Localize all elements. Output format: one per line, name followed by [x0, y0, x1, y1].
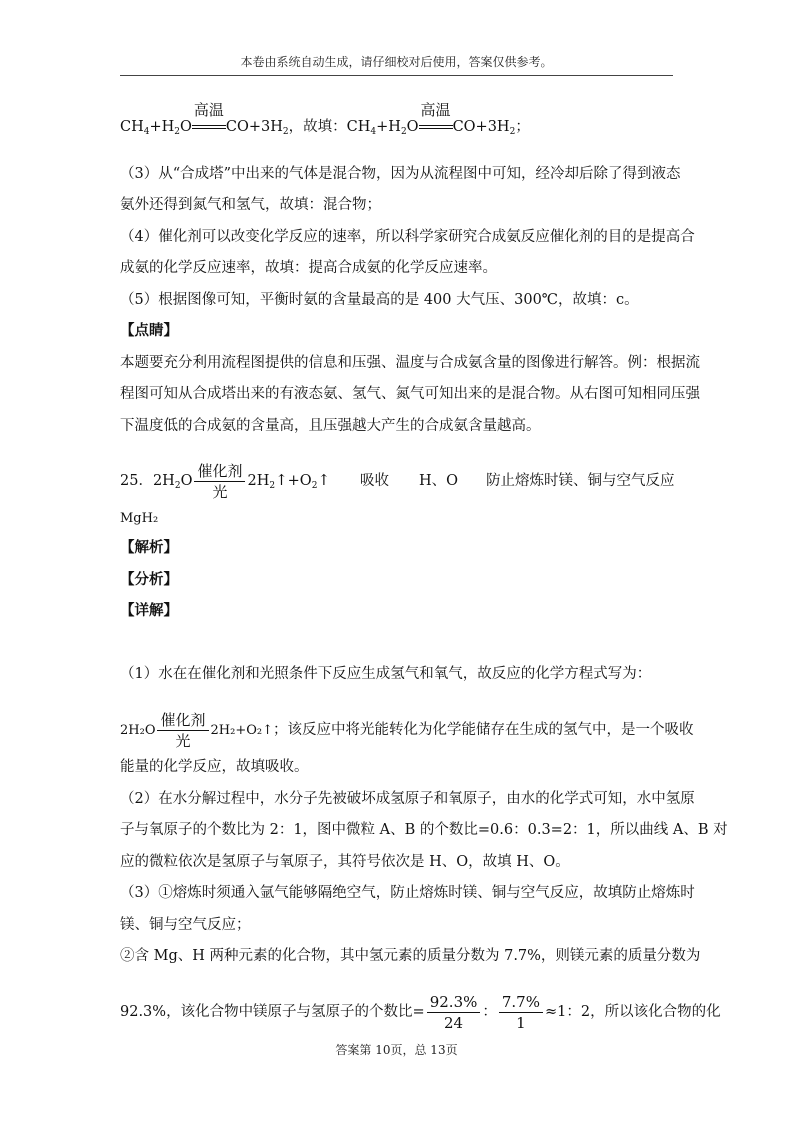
answer-5: MgH₂ — [120, 511, 159, 526]
detail-1-equation-line: 2H₂O $\frac{\text{催化剂}}{\text{光}}$ 2H₂+O₂↑；该反应中将光能转化为化学能储存在生成的氢气中，是一个吸收 — [120, 711, 694, 750]
xiangjie-heading: 【详解】 — [120, 602, 178, 619]
page-footer: 答案第 10页，总 13页 — [335, 1043, 458, 1057]
dianjing-line-3: 下温度低的合成氨的含量高，且压强越大产生的合成氨含量越高。 — [120, 418, 541, 434]
paragraph-4-line-2: 成氨的化学反应速率，故填：提高合成氨的化学反应速率。 — [120, 260, 497, 276]
answer-2: 吸收 — [360, 473, 390, 489]
dianjing-heading: 【点睛】 — [120, 322, 178, 339]
dianjing-line-1: 本题要充分利用流程图提供的信息和压强、温度与合成氨含量的图像进行解答。例：根据流 — [120, 355, 700, 371]
paragraph-3-line-1: （3）从“合成塔”中出来的气体是混合物，因为从流程图中可知，经冷却后除了得到液态 — [120, 166, 681, 182]
question-25-answer: 25．$2H_2O$ $\frac{\text{催化剂}}{\text{光}}$ $2H_2↑+O_2↑$ 吸收 H、O 防止熔炼时镁、铜与空气反应 — [120, 462, 675, 501]
reaction-condition: $\frac{\text{催化剂}}{\text{光}}$ — [157, 710, 208, 751]
jiexi-heading: 【解析】 — [120, 539, 178, 556]
detail-1-line-1: （1）水在在催化剂和光照条件下反应生成氢气和氧气，故反应的化学方程式写为： — [120, 666, 652, 682]
page-header: 本卷由系统自动生成，请仔细校对后使用，答案仅供参考。 — [120, 53, 673, 76]
detail-3-line-1: （3）①熔炼时须通入氩气能够隔绝空气，防止熔炼时镁、铜与空气反应，故填防止熔炼时 — [120, 885, 695, 901]
paragraph-3-line-2: 氨外还得到氮气和氢气，故填：混合物； — [120, 197, 381, 213]
detail-3-line-2: 镁、铜与空气反应； — [120, 917, 251, 933]
detail-2-line-3: 应的微粒依次是氢原子与氧原子，其符号依次是 H、O，故填 H、O。 — [120, 854, 570, 870]
paragraph-4-line-1: （4）催化剂可以改变化学反应的速率，所以科学家研究合成氨反应催化剂的目的是提高合 — [120, 229, 695, 245]
detail-2-line-1: （2）在水分解过程中，水分子先被破坏成氢原子和氧原子，由水的化学式可知，水中氢原 — [120, 791, 695, 807]
detail-1-line-3: 能量的化学反应，故填吸收。 — [120, 759, 309, 775]
reaction-condition: 高温 — [419, 117, 453, 137]
equation-line-1: $CH_4+H_2O$ 高温 $CO+3H_2$，故填：$CH_4+H_2O$ 高温 $CO+3H_2$； — [120, 101, 530, 137]
detail-3-line-4: 92.3%，该化合物中镁原子与氢原子的个数比= $\frac{92.3\%}{24}$ ： $\frac{7.7\%}{1}$ ≈1：2，所以该化合物的化 — [120, 993, 721, 1032]
answer-3: H、O — [419, 473, 459, 489]
paragraph-5-line-1: （5）根据图像可知，平衡时氨的含量最高的是 400 大气压、300℃，故填：c。 — [120, 292, 639, 308]
fraction-h: $\frac{7.7\%}{1}$ — [499, 992, 543, 1033]
dianjing-line-2: 程图可知从合成塔出来的有液态氨、氢气、氮气可知出来的是混合物。从右图可知相同压强 — [120, 386, 700, 402]
reaction-condition: 高温 — [192, 117, 226, 137]
reaction-condition: $\frac{\text{催化剂}}{\text{光}}$ — [194, 461, 245, 502]
fraction-mg: $\frac{92.3\%}{24}$ — [427, 992, 481, 1033]
answer-4: 防止熔炼时镁、铜与空气反应 — [486, 473, 675, 489]
fenxi-heading: 【分析】 — [120, 571, 178, 588]
detail-3-line-3: ②含 Mg、H 两种元素的化合物，其中氢元素的质量分数为 7.7%，则镁元素的质量分数为 — [120, 948, 701, 964]
detail-2-line-2: 子与氧原子的个数比为 2：1，图中微粒 A、B 的个数比=0.6：0.3=2：1，所以曲线 A、B 对 — [120, 822, 728, 838]
